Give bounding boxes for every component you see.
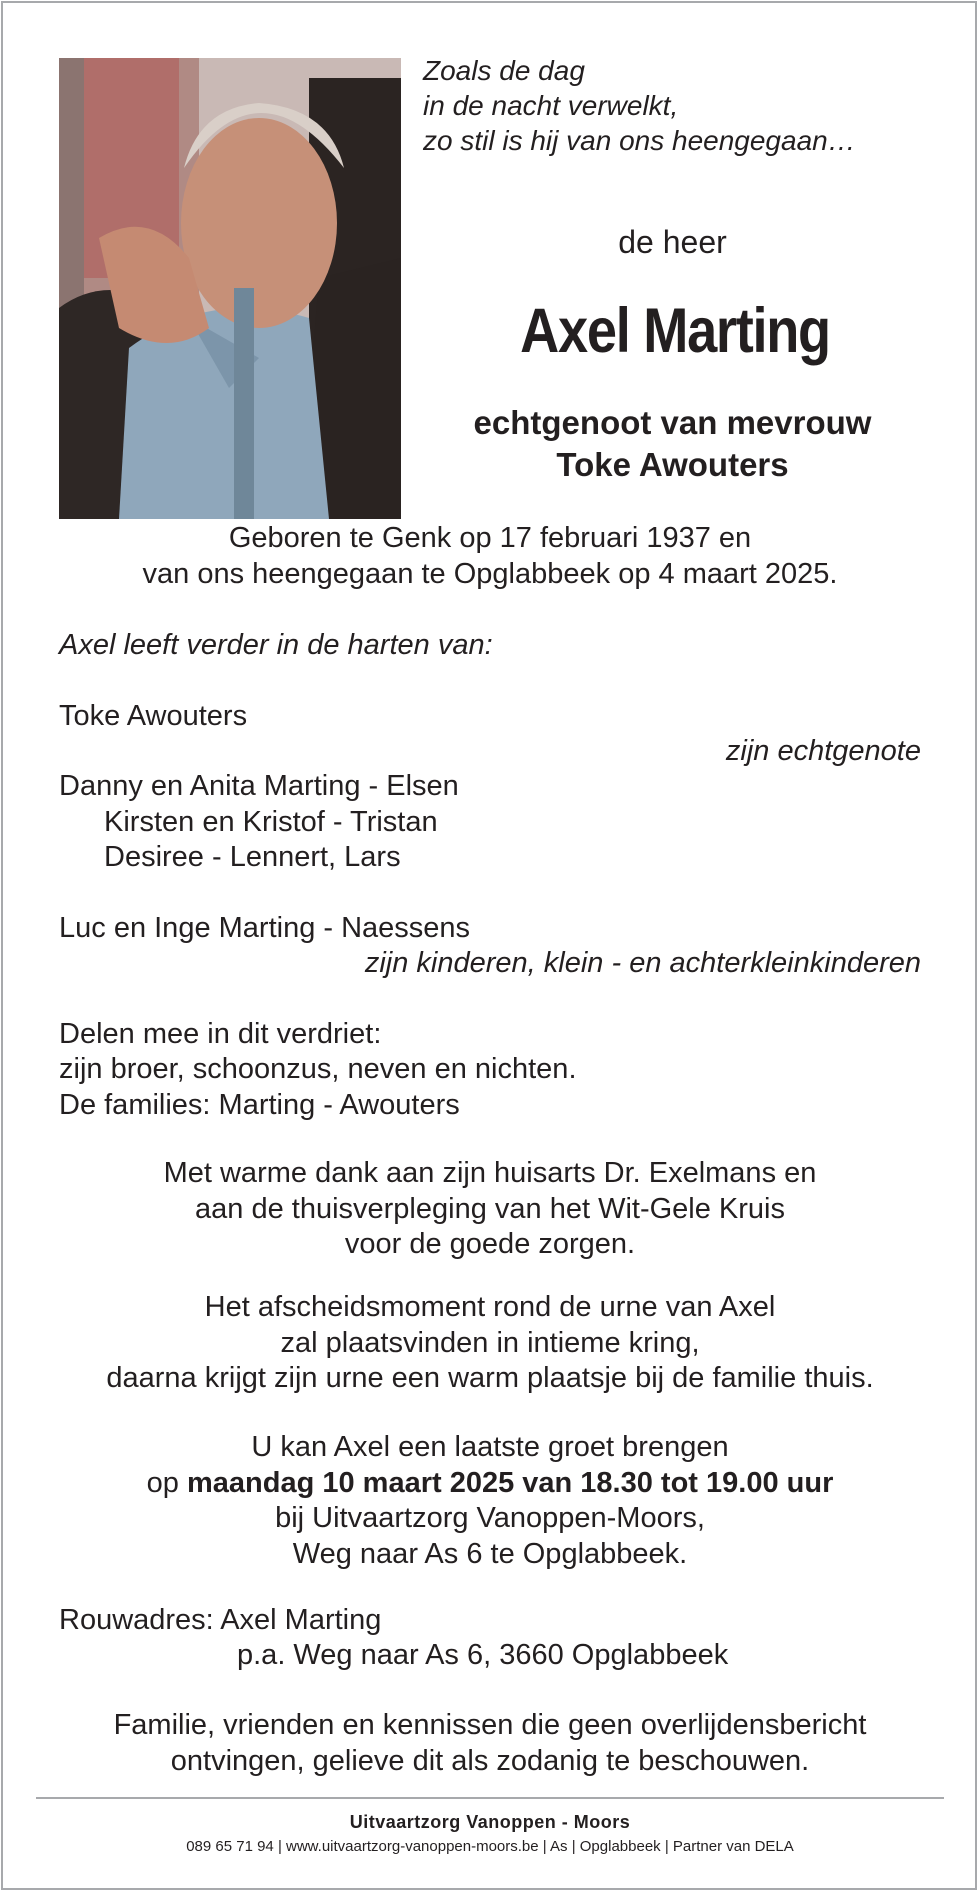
funeral-home-name: Uitvaartzorg Vanoppen - Moors (349, 1812, 631, 1832)
spouse-name: Toke Awouters (556, 446, 789, 483)
family-spouse-name: Toke Awouters (59, 700, 248, 732)
thanks-line: Met warme dank aan zijn huisarts Dr. Exelmans en (163, 1157, 817, 1189)
deceased-name: Axel Marting (520, 296, 830, 366)
family-child: Luc en Inge Marting - Naessens (59, 912, 471, 944)
address-line: p.a. Weg naar As 6, 3660 Opglabbeek (237, 1639, 729, 1671)
family-children-role: zijn kinderen, klein - en achterkleinkinderen (364, 947, 921, 979)
funeral-home-contact: 089 65 71 94 | www.uitvaartzorg-vanoppen-moors.be | As | Opglabbeek | Partner van DELA (186, 1838, 794, 1855)
spouse-line: echtgenoot van mevrouw (473, 404, 872, 441)
visit-line: Weg naar As 6 te Opglabbeek. (292, 1537, 688, 1570)
farewell-line: zal plaatsvinden in intieme kring, (280, 1326, 700, 1359)
notice-line: ontvingen, gelieve dit als zodanig te beschouwen. (170, 1744, 810, 1777)
family-child: Danny en Anita Marting - Elsen (59, 770, 459, 802)
visit-prefix: op (146, 1466, 187, 1499)
poem-line: in de nacht verwelkt, (423, 90, 679, 121)
share-line: De families: Marting - Awouters (59, 1089, 460, 1121)
visit-paragraph (0, 1430, 980, 1572)
birth-line: Geboren te Genk op 17 februari 1937 en (228, 522, 752, 554)
poem-line: zo stil is hij van ons heengegaan… (423, 125, 856, 156)
honorific: de heer (618, 224, 727, 260)
family-spouse-role: zijn echtgenote (725, 735, 921, 767)
notice-line: Familie, vrienden en kennissen die geen overlijdensbericht (113, 1709, 867, 1741)
poem (423, 53, 856, 158)
birth-death-info (0, 521, 980, 592)
thanks-line: voor de goede zorgen. (344, 1228, 636, 1260)
share-line: Delen mee in dit verdriet: (59, 1018, 382, 1050)
footer-divider (36, 1797, 944, 1799)
death-line: van ons heengegaan te Opglabbeek op 4 maart 2025. (142, 557, 838, 590)
notice-paragraph (0, 1708, 980, 1779)
visit-line: bij Uitvaartzorg Vanoppen-Moors, (275, 1502, 705, 1534)
lives-on-heading: Axel leeft verder in de harten van: (59, 629, 493, 661)
family-grandchild: Kirsten en Kristof - Tristan (104, 806, 438, 838)
visit-line: U kan Axel een laatste groet brengen (251, 1431, 729, 1463)
farewell-line: daarna krijgt zijn urne een warm plaatsje bij de familie thuis. (106, 1362, 874, 1394)
poem-line: Zoals de dag (423, 55, 585, 86)
farewell-paragraph (0, 1290, 980, 1397)
portrait-photo (59, 58, 401, 519)
share-line: zijn broer, schoonzus, neven en nichten. (59, 1053, 577, 1085)
family-grandchild: Desiree - Lennert, Lars (104, 841, 401, 873)
farewell-line: Het afscheidsmoment rond de urne van Axel (204, 1291, 776, 1323)
spouse-info (420, 402, 925, 486)
visit-date-line (0, 1466, 980, 1502)
thanks-line: aan de thuisverpleging van het Wit-Gele Kruis (195, 1192, 785, 1225)
visit-date: maandag 10 maart 2025 van 18.30 tot 19.00 uur (186, 1466, 834, 1499)
address-label: Rouwadres: Axel Marting (59, 1604, 382, 1636)
thanks-paragraph (0, 1156, 980, 1263)
